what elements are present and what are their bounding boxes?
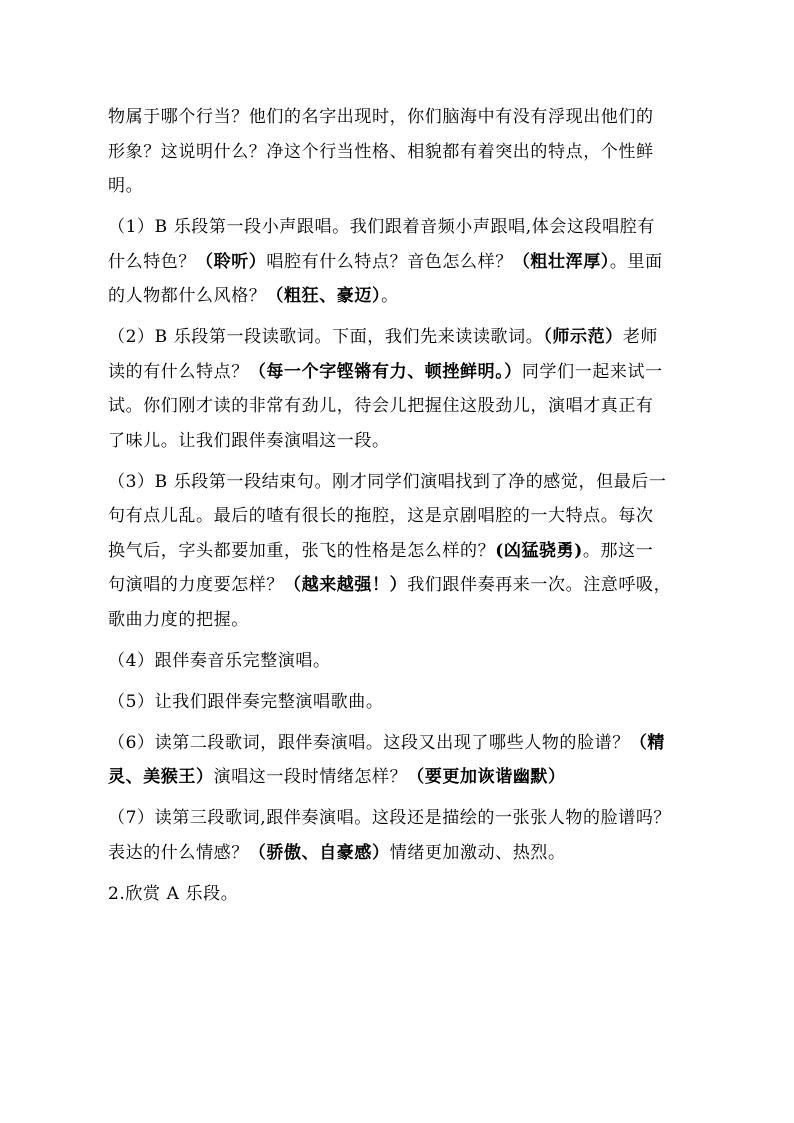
text-run: （4）跟伴奏音乐完整演唱。 <box>108 650 331 671</box>
text-line <box>108 647 331 675</box>
text-run: 情绪更加激动、热烈。 <box>389 842 566 863</box>
text-line <box>108 537 653 565</box>
text-line <box>108 502 654 530</box>
text-run: （7）读第三段歌词,跟伴奏演唱。这段还是描绘的一张张人物的脸谱吗？ <box>108 808 672 828</box>
text-line <box>108 427 390 455</box>
text-line <box>108 392 654 420</box>
text-run: 演唱这一段时情绪怎样？ <box>213 767 408 787</box>
text-line <box>108 172 143 200</box>
bold-text: (凶猛骁勇) <box>495 540 583 561</box>
text-run: 歌曲力度的把握。 <box>108 609 249 630</box>
text-line <box>108 138 654 166</box>
bold-text: （粗壮浑厚） <box>512 251 610 272</box>
text-run: 表达的什么情感？ <box>108 842 249 863</box>
bold-text: （聆听） <box>196 251 267 272</box>
text-run: 我们跟伴奏再来一次。注意呼吸， <box>407 575 672 595</box>
text-run: 句演唱的力度要怎样？ <box>108 575 284 595</box>
text-line <box>108 103 654 131</box>
text-run: 2.欣赏 A 乐段。 <box>108 883 239 904</box>
text-line <box>108 282 399 310</box>
text-line <box>108 358 663 386</box>
bold-text: 灵、美猴王） <box>108 767 214 787</box>
text-run: （1）B 乐段第一段小声跟唱。我们跟着音频小声跟唱,体会这段唱腔有 <box>108 217 655 237</box>
text-line <box>108 804 671 832</box>
text-run: （5）让我们跟伴奏完整演唱歌曲。 <box>108 691 384 712</box>
text-run: 形象？这说明什么？净这个行当性格、相貌都有着突出的特点，个性鲜 <box>108 141 654 162</box>
bold-text: （师示范） <box>543 327 623 347</box>
text-run: 换气后，字头都要加重，张飞的性格是怎么样的？ <box>108 540 496 561</box>
text-line <box>108 839 566 867</box>
text-line <box>108 763 566 791</box>
text-line <box>108 880 238 908</box>
text-line <box>108 468 667 496</box>
bold-text: （每一个字铿锵有力、顿挫鲜明。） <box>248 361 522 382</box>
bold-text: （骄傲、自豪感） <box>248 842 390 863</box>
text-run: 。里面 <box>609 251 663 272</box>
text-run: 句有点儿乱。最后的喳有很长的拖腔，这是京剧唱腔的一大特点。每次 <box>108 506 654 526</box>
text-line <box>108 248 663 276</box>
text-run: 了味儿。让我们跟伴奏演唱这一段。 <box>108 430 390 451</box>
text-run: （2）B 乐段第一段读歌词。下面，我们先来读读歌词。 <box>108 327 544 347</box>
text-run: 老师 <box>622 327 659 347</box>
text-line <box>108 688 383 716</box>
text-run: （3）B 乐段第一段结束句。刚才同学们演唱找到了净的感觉，但最后一 <box>108 471 667 492</box>
bold-text: （精 <box>629 732 666 753</box>
text-line <box>108 729 665 757</box>
text-line <box>108 606 249 634</box>
text-run: 。那这一 <box>582 540 654 561</box>
text-run: 。 <box>381 286 399 306</box>
text-line <box>108 323 658 351</box>
text-run: 试。你们刚才读的非常有劲儿，待会儿把握住这股劲儿，演唱才真正有 <box>108 396 654 416</box>
text-run: 同学们一起来试一 <box>521 361 663 382</box>
text-run: （6）读第二段歌词，跟伴奏演唱。这段又出现了哪些人物的脸谱？ <box>108 732 630 753</box>
text-run: 唱腔有什么特点？音色怎么样？ <box>266 251 513 272</box>
text-run: 读的有什么特点？ <box>108 361 249 382</box>
text-line <box>108 213 655 241</box>
text-run: 物属于哪个行当？他们的名字出现时，你们脑海中有没有浮现出他们的 <box>108 107 654 127</box>
bold-text: （要更加诙谐幽默） <box>407 767 566 787</box>
text-line <box>108 571 671 599</box>
text-run: 什么特色？ <box>108 251 196 272</box>
bold-text: （越来越强！） <box>284 575 408 595</box>
text-run: 的人物都什么风格？ <box>108 286 267 306</box>
bold-text: （粗狂、豪迈） <box>266 286 382 306</box>
text-run: 明。 <box>108 176 144 196</box>
